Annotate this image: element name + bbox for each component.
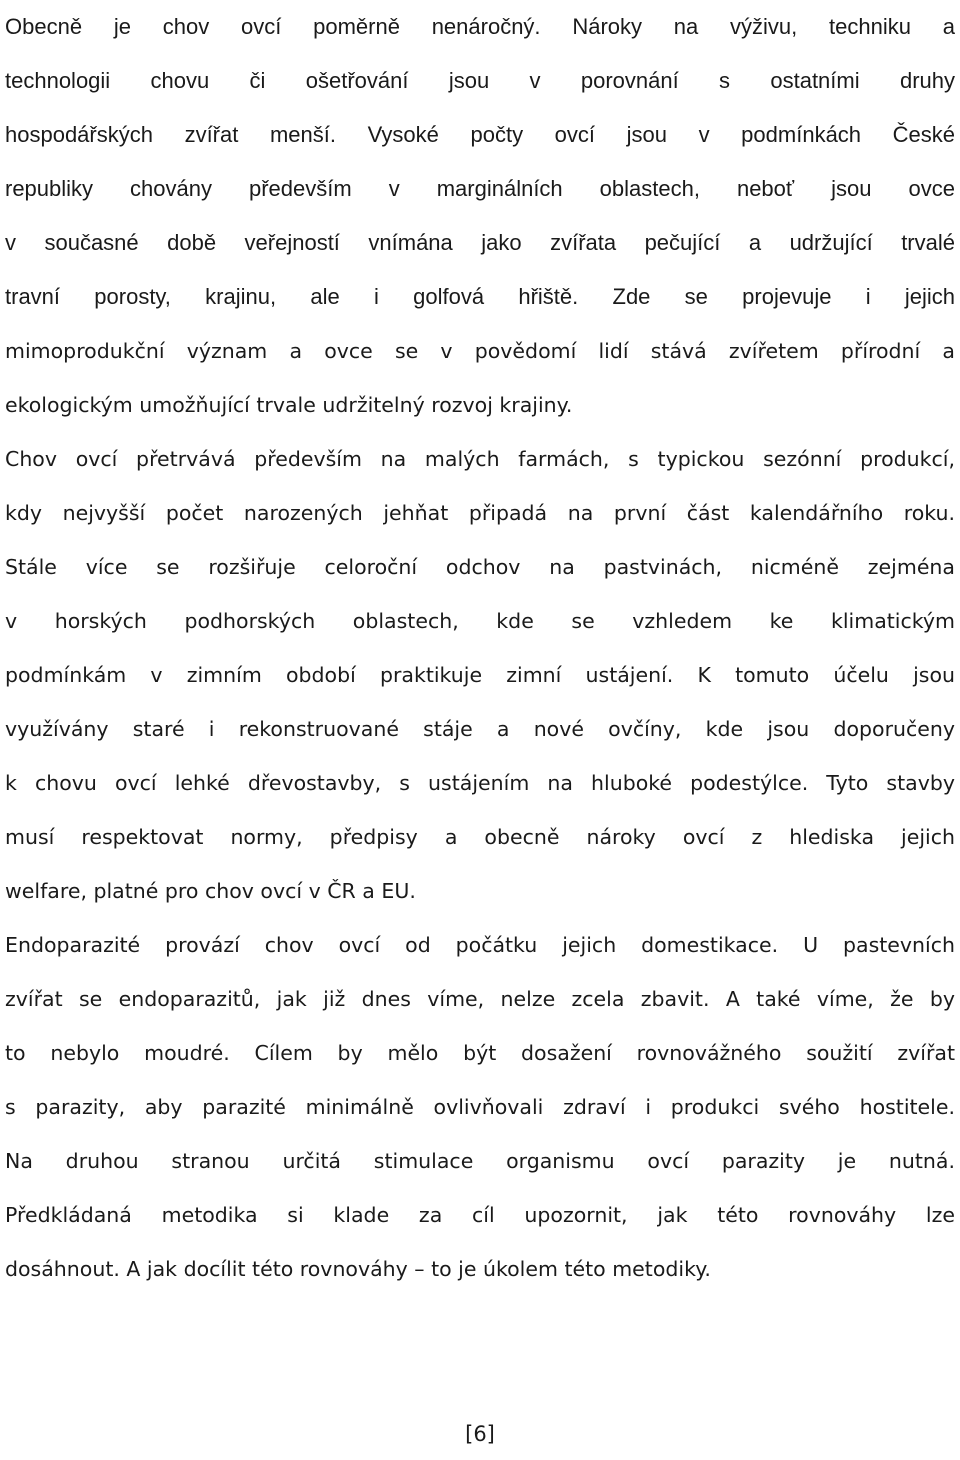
document-page bbox=[5, 0, 955, 1296]
text-line: dosáhnout. A jak docílit této rovnováhy – to je úkolem této metodiky. bbox=[5, 1257, 711, 1281]
text-line: ekologickým umožňující trvale udržitelný rozvoj krajiny. bbox=[5, 393, 573, 417]
text-line: travní porosty, krajinu, ale i golfová hřiště. Zde se projevuje i jejich bbox=[5, 284, 955, 309]
page-number: [6] bbox=[465, 1422, 495, 1446]
text-line: hospodářských zvířat menší. Vysoké počty ovcí jsou v podmínkách České bbox=[5, 122, 955, 147]
text-line: welfare, platné pro chov ovcí v ČR a EU. bbox=[5, 879, 416, 903]
text-line: Obecně je chov ovcí poměrně nenáročný. Nároky na výživu, techniku a bbox=[5, 14, 955, 39]
text-line: Na druhou stranou určitá stimulace organismu ovcí parazity je nutná. bbox=[5, 1149, 955, 1173]
text-line: k chovu ovcí lehké dřevostavby, s ustájením na hluboké podestýlce. Tyto stavby bbox=[5, 771, 955, 795]
text-line: to nebylo moudré. Cílem by mělo být dosažení rovnovážného soužití zvířat bbox=[5, 1041, 955, 1065]
text-line: musí respektovat normy, předpisy a obecně nároky ovcí z hlediska jejich bbox=[5, 825, 955, 849]
text-line: republiky chovány především v marginálních oblastech, neboť jsou ovce bbox=[5, 176, 955, 201]
text-body bbox=[5, 0, 955, 1296]
text-line: Chov ovcí přetrvává především na malých farmách, s typickou sezónní produkcí, bbox=[5, 447, 955, 471]
text-line: kdy nejvyšší počet narozených jehňat připadá na první část kalendářního roku. bbox=[5, 501, 955, 525]
text-line: v současné době veřejností vnímána jako zvířata pečující a udržující trvalé bbox=[5, 230, 955, 255]
text-line: Endoparazité provází chov ovcí od počátku jejich domestikace. U pastevních bbox=[5, 933, 955, 957]
text-line: technologii chovu či ošetřování jsou v porovnání s ostatními druhy bbox=[5, 68, 955, 93]
text-line: mimoprodukční význam a ovce se v povědomí lidí stává zvířetem přírodní a bbox=[5, 339, 955, 363]
text-line: podmínkám v zimním období praktikuje zimní ustájení. K tomuto účelu jsou bbox=[5, 663, 955, 687]
text-line: využívány staré i rekonstruované stáje a nové ovčíny, kde jsou doporučeny bbox=[5, 717, 955, 741]
text-line: s parazity, aby parazité minimálně ovlivňovali zdraví i produkci svého hostitele. bbox=[5, 1095, 955, 1119]
text-line: zvířat se endoparazitů, jak již dnes víme, nelze zcela zbavit. A také víme, že by bbox=[5, 987, 955, 1011]
text-line: v horských podhorských oblastech, kde se vzhledem ke klimatickým bbox=[5, 609, 955, 633]
text-line: Stále více se rozšiřuje celoroční odchov na pastvinách, nicméně zejména bbox=[5, 555, 955, 579]
text-line: Předkládaná metodika si klade za cíl upozornit, jak této rovnováhy lze bbox=[5, 1203, 955, 1227]
